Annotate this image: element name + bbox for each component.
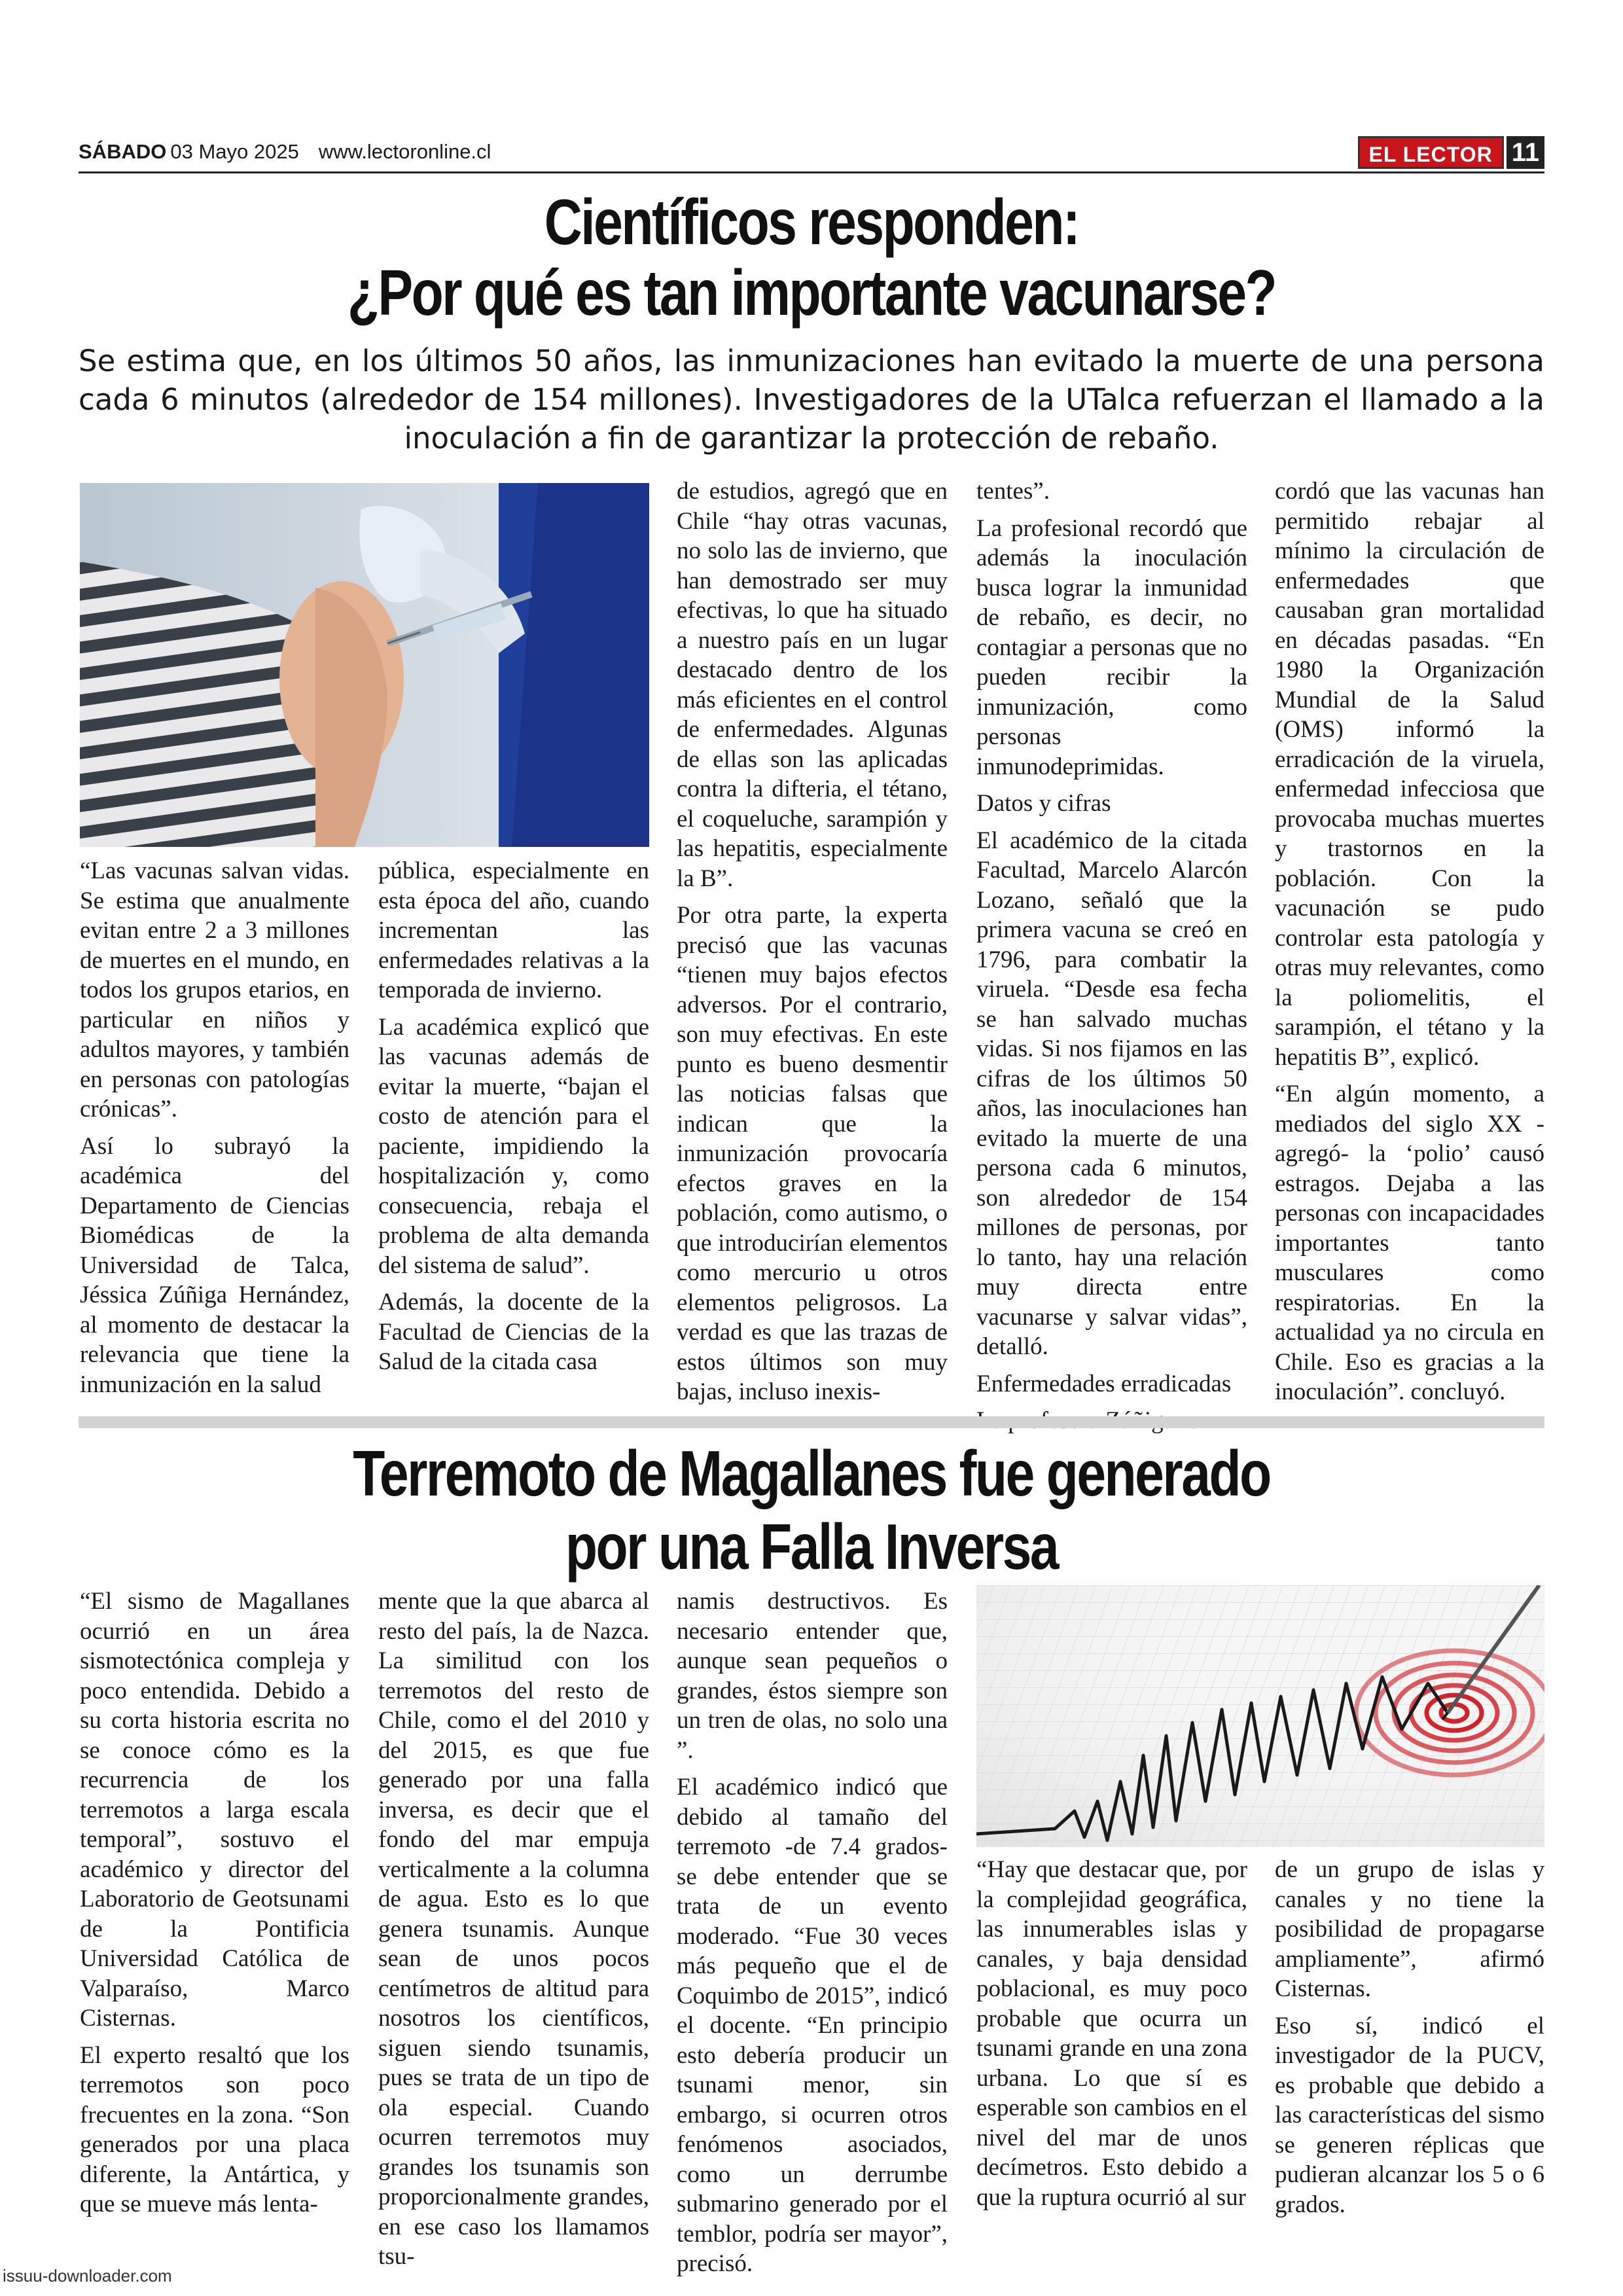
article2-col3-paragraph: namis destructivos. Es necesario entender que, aunque sean pequeños o grandes, éstos siempre son un tren de olas, no solo una ”. <box>677 1588 948 1764</box>
header-rule <box>79 171 1544 173</box>
article1-lead: Se estima que, en los últimos 50 años, las inmunizaciones han evitado la muerte de una persona cada 6 minutos (alrededor de 154 millones). Investigadores de la UTalca refuerzan el llamado a la inoculación a fin de garantizar la protección de rebaño. <box>79 344 1544 456</box>
seismograph-photo-graphic <box>976 1585 1544 1847</box>
article2-headline-line2: por una Falla Inversa <box>565 1511 1058 1583</box>
article1-col5-paragraph: “En algún momento, a mediados del siglo XX -agregó- la ‘polio’ causó estragos. Dejaba a las personas con incapacidades importantes tanto musculares como respiratorias. En la actualidad ya no circula en Chile. Eso es gracias a la inoculación”. concluyó. <box>1275 1081 1544 1405</box>
article1-col4-subheading: Enfermedades erradicadas <box>976 1370 1232 1397</box>
seismograph-photo <box>976 1585 1544 1847</box>
article1-headline-line1: Científicos responden: <box>544 186 1079 258</box>
section-divider <box>79 1416 1544 1428</box>
article2-column-5 <box>1275 1855 1544 2227</box>
article1-column-3 <box>677 476 948 1414</box>
article2-headline-line1: Terremoto de Magallanes fue generado <box>353 1437 1270 1509</box>
page-number: 11 <box>1507 136 1544 169</box>
article1-column-2 <box>378 856 649 1384</box>
article2-column-3 <box>677 1587 948 2286</box>
article1-col4-paragraph: El académico de la citada Facultad, Marcelo Alarcón Lozano, señaló que la primera vacuna se creó en 1796, para combatir la viruela. “Desde esa fecha se han salvado muchas vidas. Si nos fijamos en las cifras de los últimos 50 años, las inoculaciones han evitado la muerte de una persona cada 6 minutos, son alrededor de 154 millones de personas, por lo tanto, hay una relación muy directa entre vacunarse y salvar vidas”, detalló. <box>976 827 1247 1360</box>
article2-column-4 <box>976 1855 1247 2219</box>
article1-col5-paragraph: cordó que las vacunas han permitido rebajar al mínimo la circulación de enfermedades que causaban gran mortalidad en décadas pasadas. “En 1980 la Organización Mundial de la Salud (OMS) informó la erradicación de la viruela, enfermedad infecciosa que provocaba muchas muertes y trastornos en la población. Con la vacunación se pudo controlar esta patología y otras muy relevantes, como la poliomelitis, el sarampión, el tétano y la hepatitis B”, explicó. <box>1275 478 1544 1071</box>
dateline-date: 03 Mayo 2025 <box>170 140 299 163</box>
article2-column-1 <box>80 1587 349 2227</box>
article1-col2-paragraph: Además, la docente de la Facultad de Ciencias de la Salud de la citada casa <box>378 1289 649 1375</box>
article1-col1-paragraph: Así lo subrayó la académica del Departamento de Ciencias Biomédicas de la Universidad de Talca, Jéssica Zúñiga Hernández, al momento de destacar la relevancia que tiene la inmunización en la salud <box>80 1132 349 1398</box>
dateline-day: SÁBADO <box>79 140 167 163</box>
article1-col4-paragraph: tentes”. <box>976 478 1050 505</box>
article2-col5-paragraph: de un grupo de islas y canales y no tiene la posibilidad de propagarse ampliamente”, afirmó Cisternas. <box>1275 1856 1544 2002</box>
page-header <box>79 136 1544 170</box>
article2-col1-paragraph: El experto resaltó que los terremotos son poco frecuentes en la zona. “Son generados por una placa diferente, la Antártica, y que se mueve más lenta- <box>80 2041 349 2217</box>
article2-col4-paragraph: “Hay que destacar que, por la complejidad geográfica, las innumerables islas y canales, y baja densidad poblacional, es muy poco probable que ocurra un tsunami grande en una zona urbana. Lo que sí es esperable son cambios en el nivel del mar de unos decímetros. Esto debido a que la ruptura ocurrió al sur <box>976 1856 1247 2211</box>
article2-col5-paragraph: Eso sí, indicó el investigador de la PUCV, es probable que debido a las características del sismo se generen réplicas que pudieran alcanzar los 5 o 6 grados. <box>1275 2012 1544 2218</box>
article1-headline-line2: ¿Por qué es tan importante vacunarse? <box>347 257 1276 329</box>
article2-headline <box>211 1437 1413 1583</box>
article1-col3-paragraph: de estudios, agregó que en Chile “hay otras vacunas, no solo las de invierno, que han demostrado ser muy efectivas, lo que ha situado a nuestro país en un lugar destacado dentro de los más eficientes en el control de enfermedades. Algunas de ellas son las aplicadas contra la difteria, el tétano, el coqueluche, sarampión y las hepatitis, especialmente la B”. <box>677 478 948 892</box>
vaccination-photo-graphic <box>80 483 649 847</box>
article1-col4-subheading: Datos y cifras <box>976 790 1111 817</box>
newspaper-logo <box>1358 136 1544 169</box>
watermark: issuu-downloader.com <box>3 2266 172 2286</box>
dateline <box>79 140 491 164</box>
article2-column-2 <box>378 1587 649 2279</box>
article2-col1-paragraph: “El sismo de Magallanes ocurrió en un área sismotectónica compleja y poco entendida. Debido a su corta historia escrita no se conoce cómo es la recurrencia de los terremotos a larga escala temporal”, sostuvo el académico y director del Laboratorio de Geotsunami de la Pontificia Universidad Católica de Valparaíso, Marco Cisternas. <box>80 1588 349 2032</box>
website-link[interactable]: www.lectoronline.cl <box>318 140 491 163</box>
article1-col1-paragraph: “Las vacunas salvan vidas. Se estima que anualmente evitan entre 2 a 3 millones de muertes en el mundo, en todos los grupos etarios, en particular en niños y adultos mayores, y también en personas con patologías crónicas”. <box>80 857 349 1122</box>
article1-column-4 <box>976 476 1247 1443</box>
article1-column-5 <box>1275 476 1544 1414</box>
article1-column-1 <box>80 856 349 1407</box>
article1-headline <box>211 187 1413 328</box>
article1-col3-paragraph: Por otra parte, la experta precisó que las vacunas “tienen muy bajos efectos adversos. Por el contrario, son muy efectivas. En este punto es bueno desmentir las noticias falsas que indican que la inmunización provocaría efectos graves en la población, como autismo, o que introducirían elementos como mercurio u otros elementos peligrosos. La verdad es que las trazas de estos últimos son muy bajas, incluso inexis- <box>677 902 948 1405</box>
article2-col3-paragraph: El académico indicó que debido al tamaño del terremoto -de 7.4 grados- se debe entender que se trata de un evento moderado. “Fue 30 veces más pequeño que el de Coquimbo de 2015”, indicó el docente. “En principio esto debería producir un tsunami menor, sin embargo, si ocurren otros fenómenos asociados, como un derrumbe submarino generado por el temblor, podría ser mayor”, precisó. <box>677 1774 948 2277</box>
vaccination-photo <box>80 483 649 847</box>
article2-col2-paragraph: mente que la que abarca al resto del país, la de Nazca. La similitud con los terremotos del resto de Chile, como el del 2010 y del 2015, es que fue generado por una falla inversa, es decir que el fondo del mar empuja verticalmente a la columna de agua. Esto es lo que genera tsunamis. Aunque sean de unos pocos centímetros de altitud para nosotros los científicos, siguen siendo tsunamis, pues se trata de un tipo de ola especial. Cuando ocurren terremotos muy grandes los tsunamis son proporcionalmente grandes, en ese caso los llamamos tsu- <box>378 1588 649 2270</box>
article1-col4-paragraph: La profesional recordó que además la inoculación busca lograr la inmunidad de rebaño, es decir, no contagiar a personas que no pueden recibir la inmunización, como personas inmunodeprimidas. <box>976 514 1247 780</box>
logo-text: EL LECTOR <box>1358 136 1504 169</box>
article1-col2-paragraph: pública, especialmente en esta época del año, cuando incrementan las enfermedades relativas a la temporada de invierno. <box>378 857 649 1003</box>
article1-col2-paragraph: La académica explicó que las vacunas además de evitar la muerte, “bajan el costo de atención para el paciente, impidiendo la hospitalización y, como consecuencia, rebaja el problema de alta demanda del sistema de salud”. <box>378 1013 649 1279</box>
